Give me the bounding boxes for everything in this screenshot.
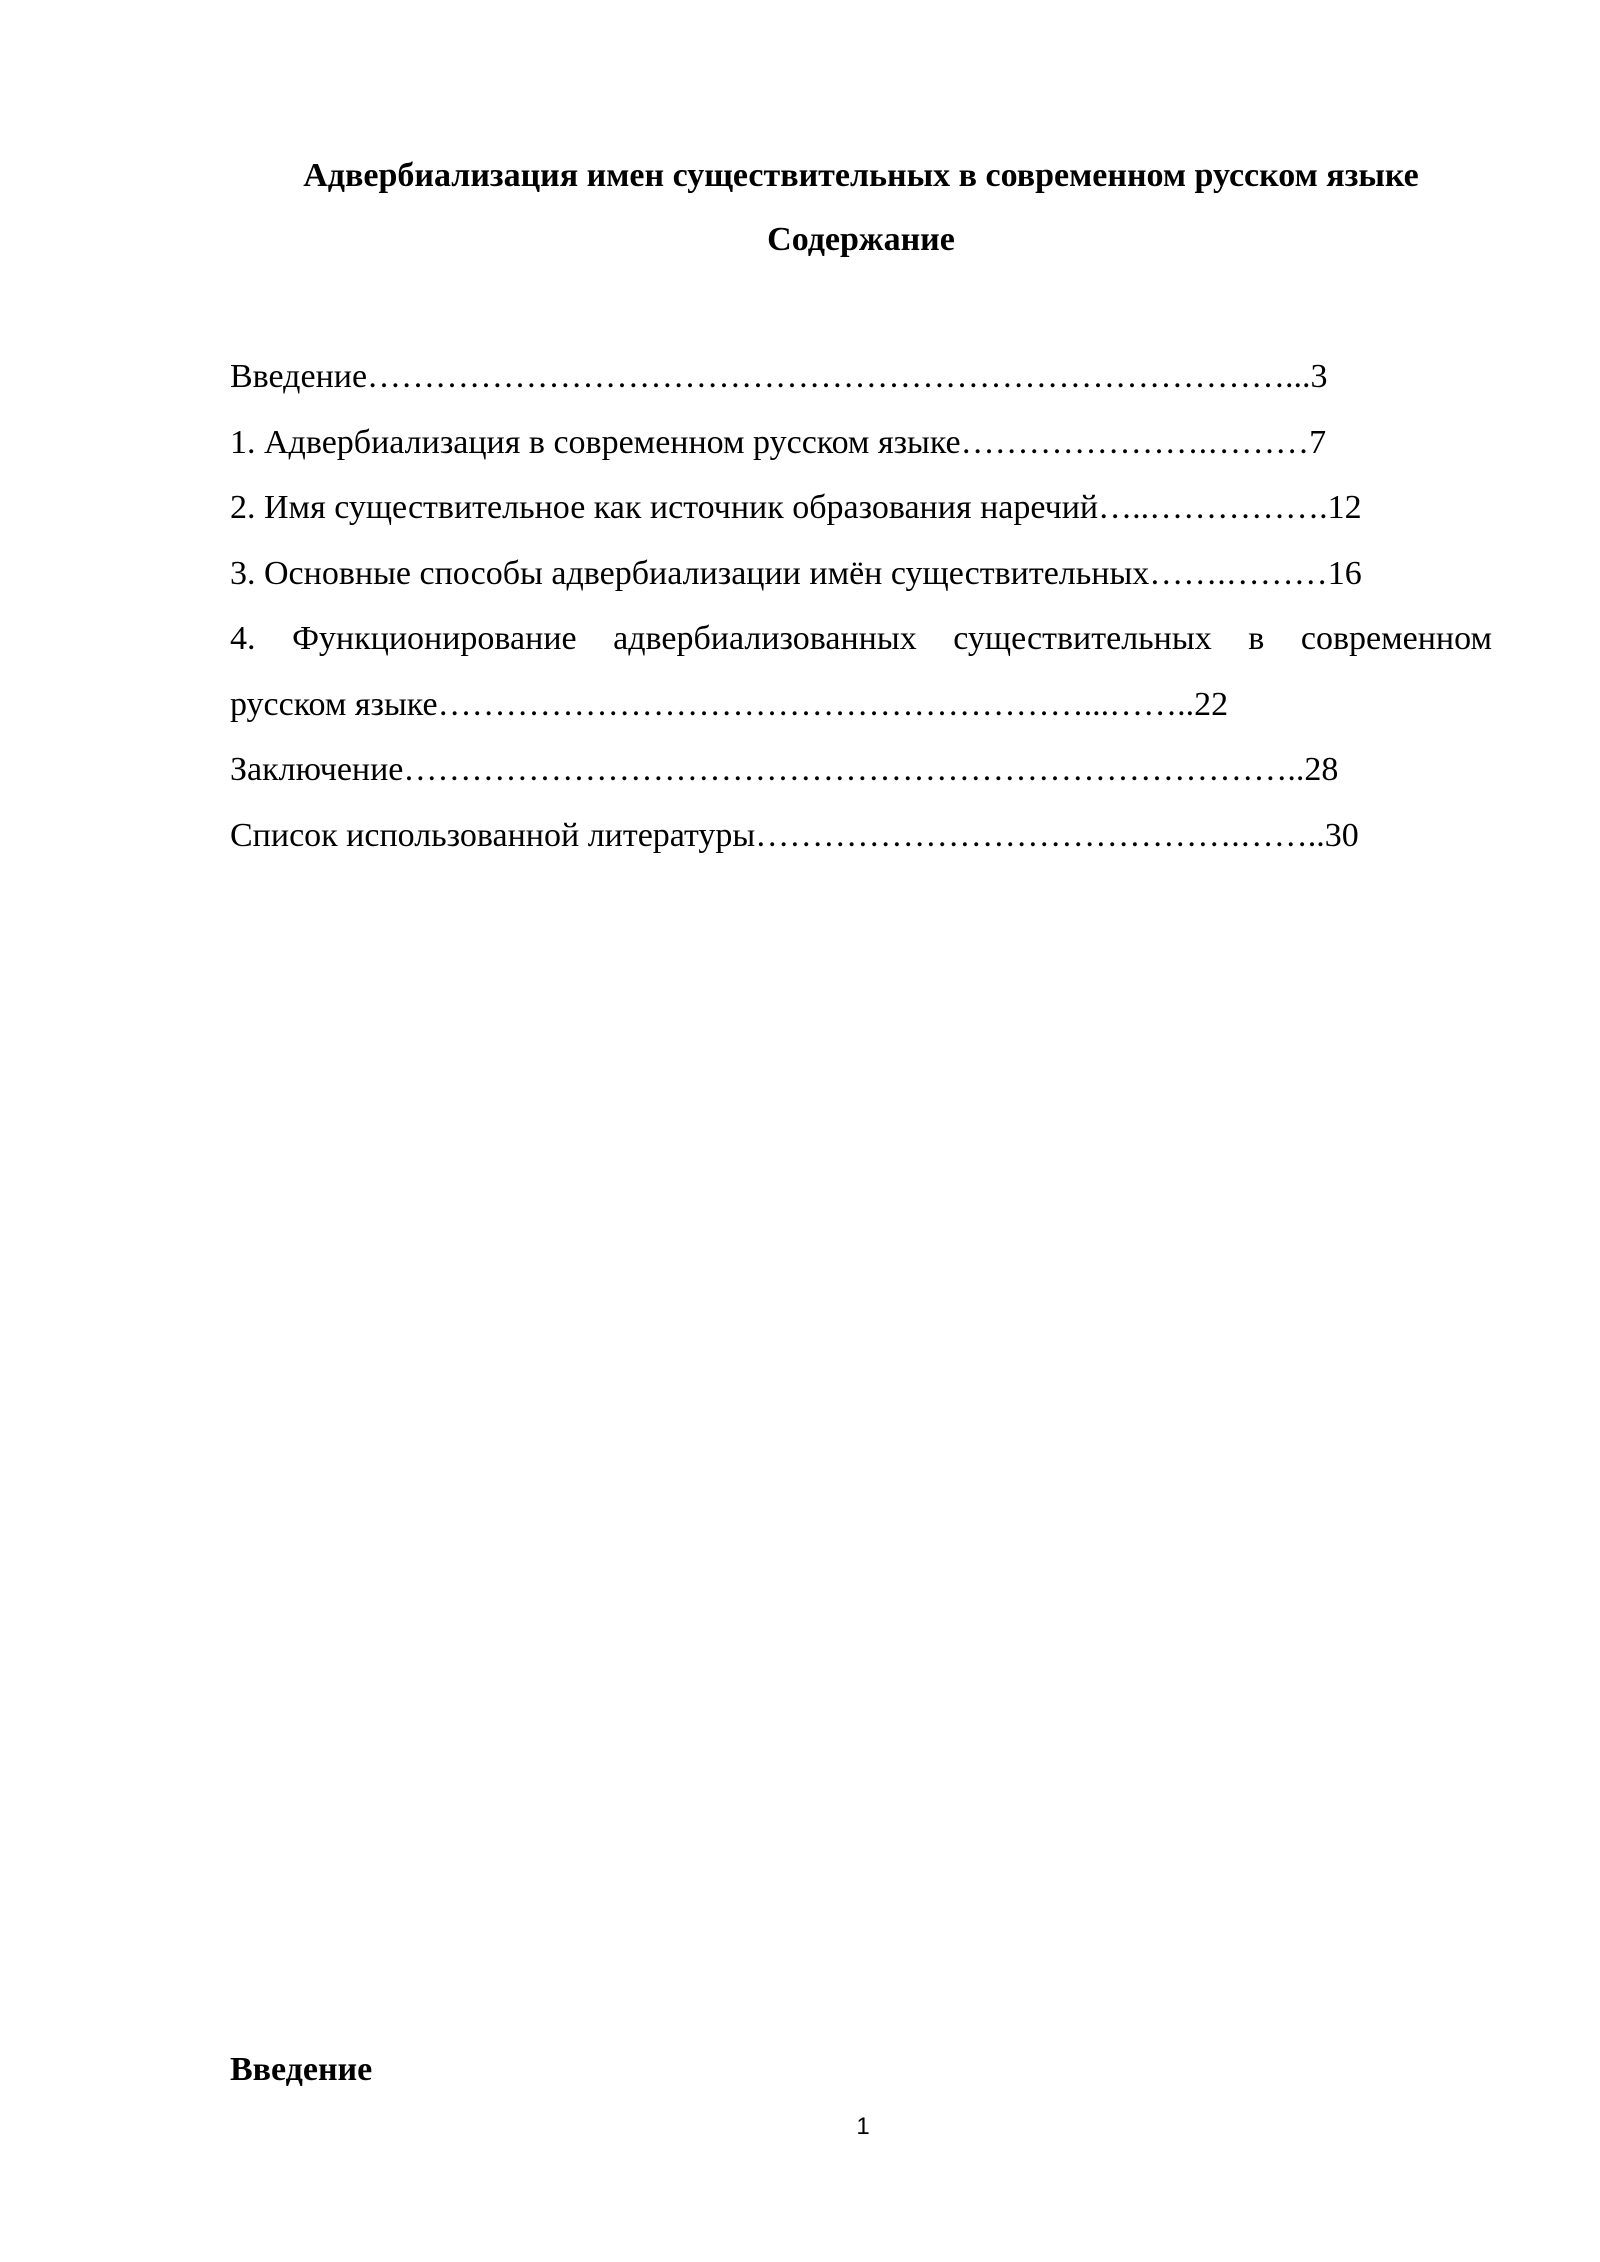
toc-entry-chapter-4: 4. Функционирование адвербиализованных существительных в современном bbox=[230, 620, 1492, 657]
toc-entry-conclusion: Заключение……………………………………………………………………..28 bbox=[230, 751, 1339, 788]
document-title: Адвербиализация имен существительных в современном русском языке bbox=[303, 157, 1419, 194]
toc-entry-chapter-4-continuation: русском языке…………………………………………………...……..22 bbox=[230, 685, 1229, 723]
toc-entry-chapter-1: 1. Адвербиализация в современном русском языке………………….………7 bbox=[230, 423, 1327, 461]
table-of-contents bbox=[230, 344, 1492, 868]
section-heading-introduction: Введение bbox=[230, 2051, 373, 2088]
toc-entry-chapter-3: 3. Основные способы адвербиализации имён существительных…….………16 bbox=[230, 554, 1362, 592]
toc-heading: Содержание bbox=[767, 221, 955, 258]
toc-entry-chapter-2: 2. Имя существительное как источник образования наречий…..…………….12 bbox=[230, 489, 1362, 526]
page-number: 1 bbox=[856, 2113, 870, 2140]
toc-entry-bibliography: Список использованной литературы…………………………………….……..30 bbox=[230, 816, 1359, 854]
toc-entry-introduction: Введение………………………………………………………………………...3 bbox=[230, 358, 1328, 395]
